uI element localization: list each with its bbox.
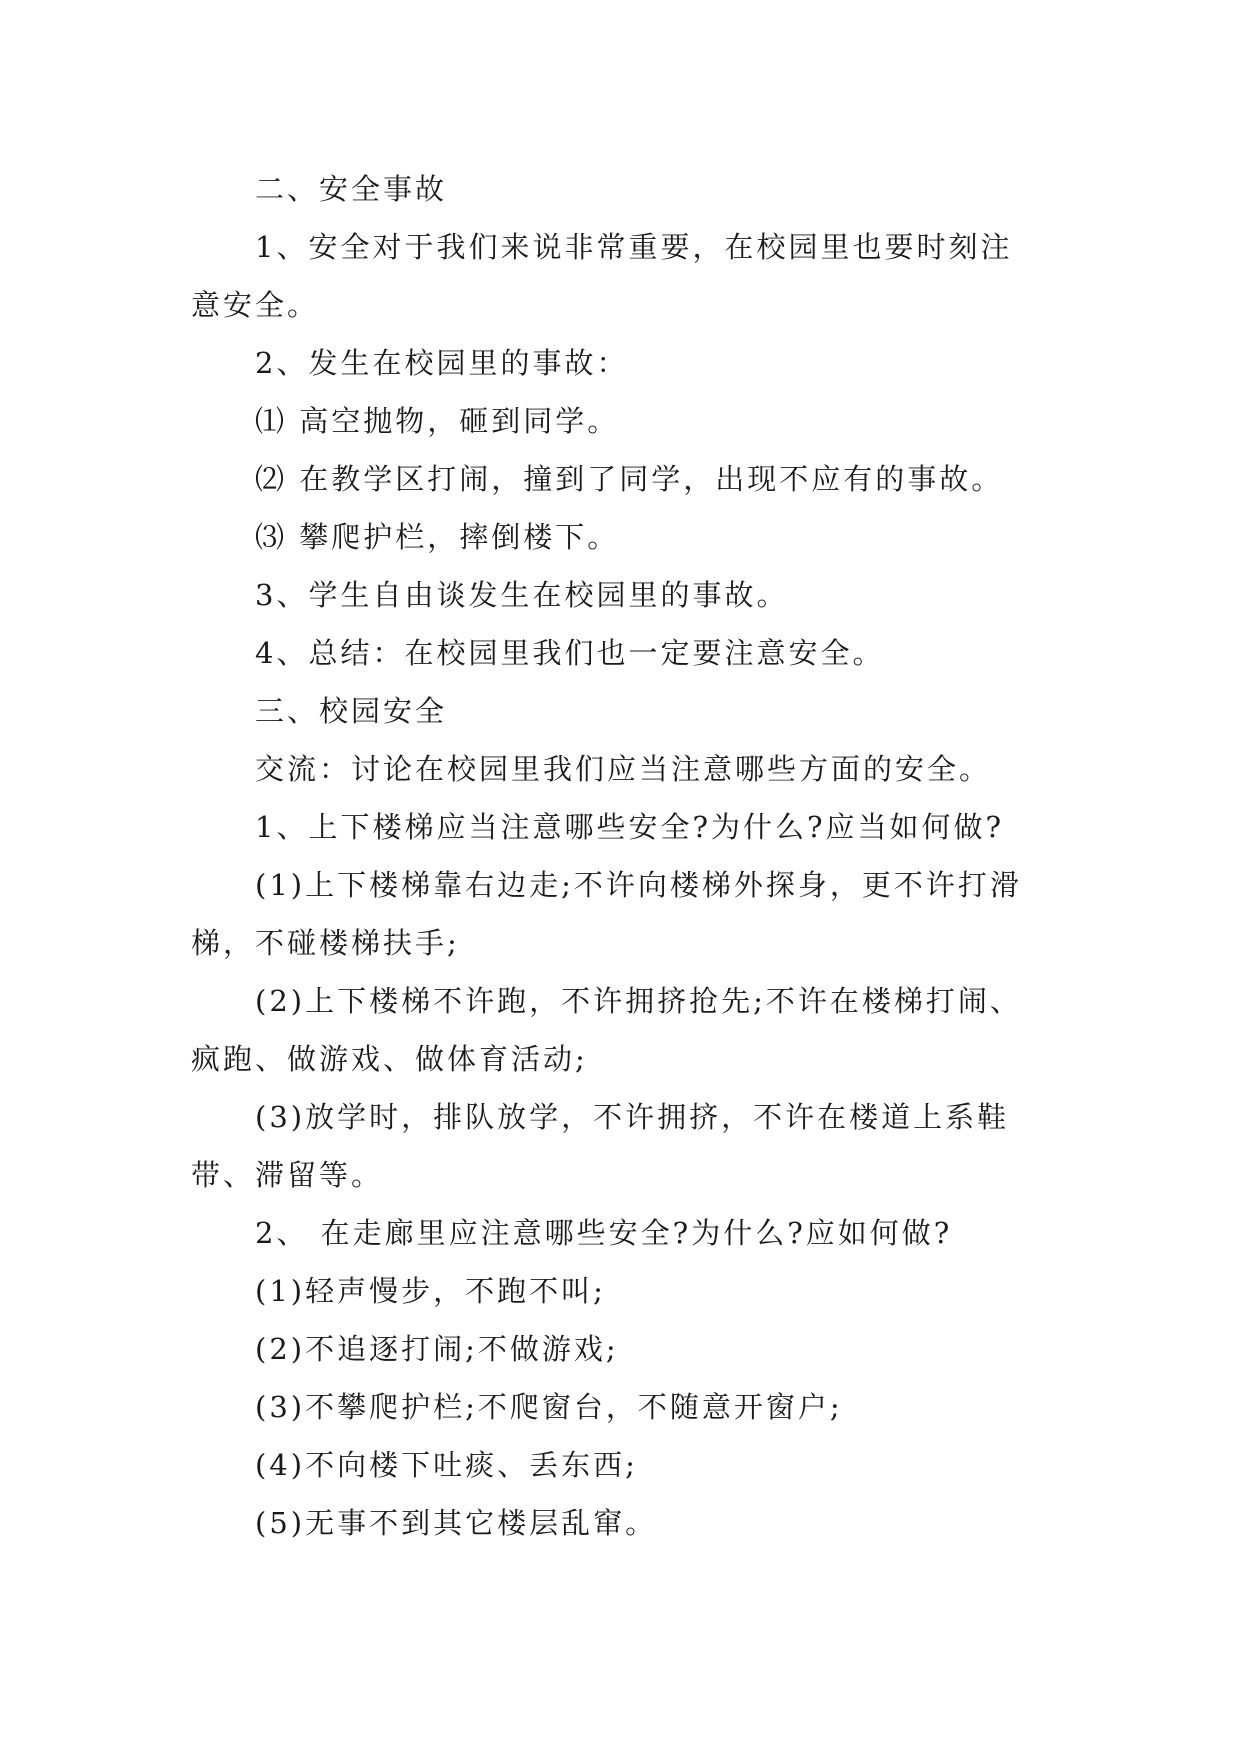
list-item: (5)无事不到其它楼层乱窜。 — [255, 1506, 658, 1540]
list-item: (4)不向楼下吐痰、丢东西; — [255, 1448, 638, 1482]
list-item: (3)不攀爬护栏;不爬窗台，不随意开窗户; — [255, 1390, 843, 1424]
section-heading-accidents: 二、安全事故 — [255, 172, 448, 206]
paragraph-line: 意安全。 — [191, 288, 320, 322]
list-item: ⑵ 在教学区打闹，撞到了同学，出现不应有的事故。 — [255, 462, 1004, 496]
list-item: ⑴ 高空抛物，砸到同学。 — [255, 404, 620, 438]
paragraph-line: 2、 在走廊里应注意哪些安全?为什么?应如何做? — [255, 1216, 953, 1250]
paragraph-line: 2、发生在校园里的事故： — [255, 346, 629, 380]
paragraph-line: 1、安全对于我们来说非常重要，在校园里也要时刻注 — [255, 230, 1013, 264]
section-heading-campus-safety: 三、校园安全 — [255, 694, 448, 728]
paragraph-line: 1、上下楼梯应当注意哪些安全?为什么?应当如何做? — [255, 810, 1005, 844]
paragraph-line: 3、学生自由谈发生在校园里的事故。 — [255, 578, 789, 612]
list-item: (1)轻声慢步，不跑不叫; — [255, 1274, 606, 1308]
list-item-continuation: 疯跑、做游戏、做体育活动; — [191, 1042, 588, 1076]
list-item: (2)上下楼梯不许跑，不许拥挤抢先;不许在楼梯打闹、 — [255, 984, 1022, 1018]
list-item-continuation: 带、滞留等。 — [191, 1158, 384, 1192]
paragraph-line: 交流：讨论在校园里我们应当注意哪些方面的安全。 — [255, 752, 992, 786]
document-body — [191, 160, 1051, 1552]
list-item: (3)放学时，排队放学，不许拥挤，不许在楼道上系鞋 — [255, 1100, 1010, 1134]
list-item: ⑶ 攀爬护栏，摔倒楼下。 — [255, 520, 620, 554]
list-item: (2)不追逐打闹;不做游戏; — [255, 1332, 619, 1366]
paragraph-line: 4、总结：在校园里我们也一定要注意安全。 — [255, 636, 885, 670]
list-item-continuation: 梯，不碰楼梯扶手; — [191, 926, 460, 960]
list-item: (1)上下楼梯靠右边走;不许向楼梯外探身，更不许打滑 — [255, 868, 1022, 902]
